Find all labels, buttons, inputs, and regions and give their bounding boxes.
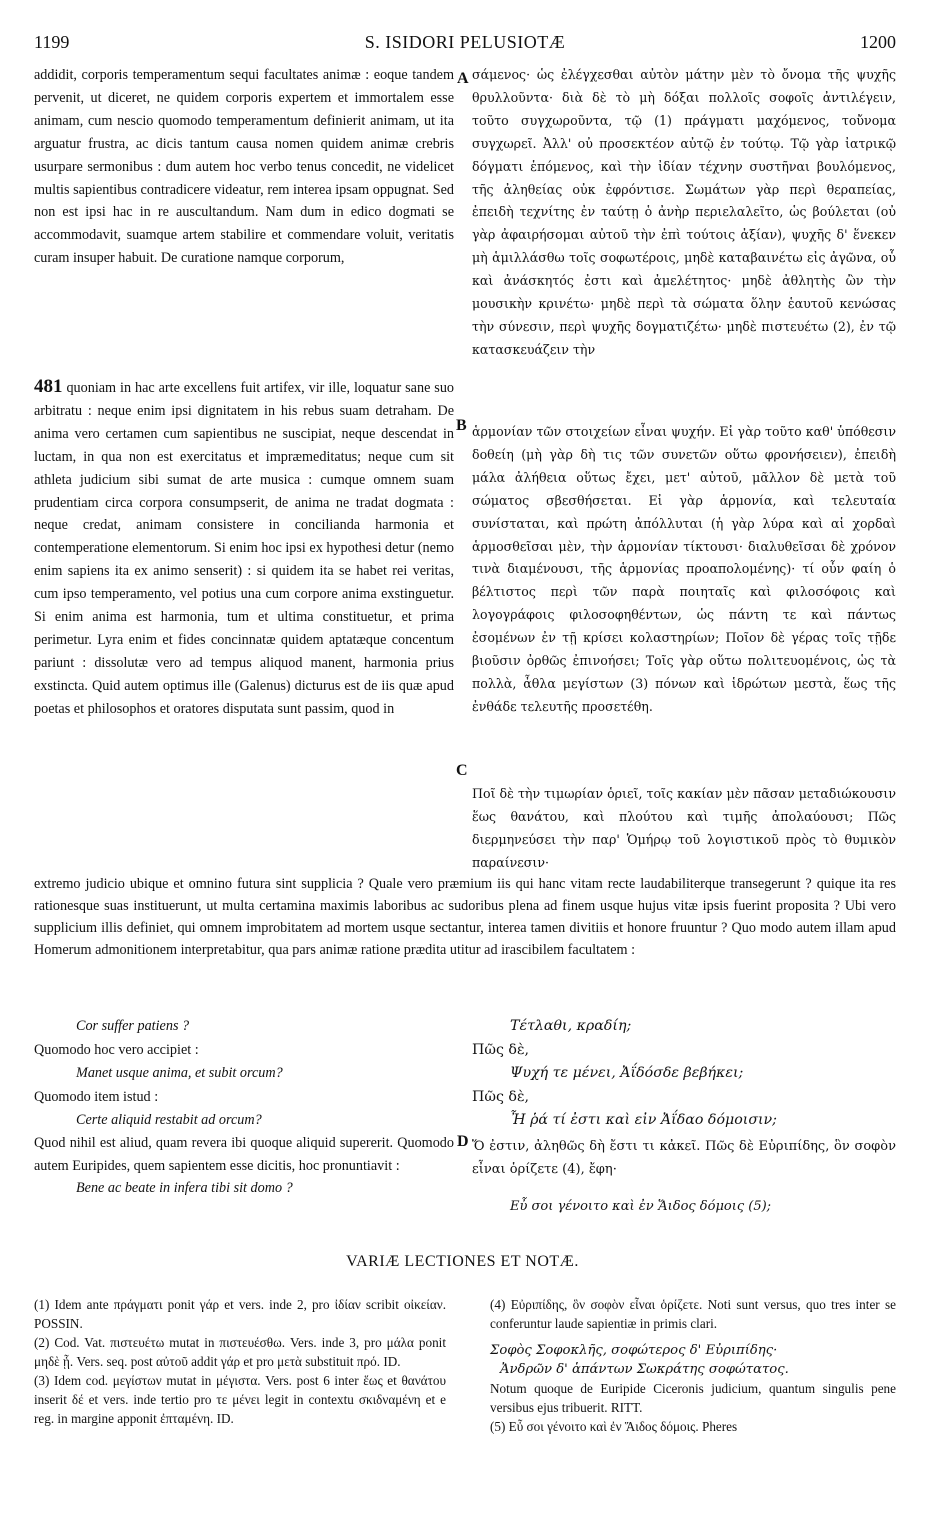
left-column-number: 1199 <box>34 32 70 52</box>
latin-text-2 <box>34 376 454 721</box>
greek-verse-1: Τέτλαθι, κραδίη; <box>510 1018 632 1034</box>
latin-text-1: addidit, corporis temperamentum sequi facultates animæ : eoque tandem pervenit, ut diceret, ne quidem corporis expertem et immortalem esse animam, cum nescio quomodo temperamentum definierit animam, ut ita arguatur frustra, ac dicis tantum causa nomen quidem animæ crebris usurpare sermonibus : dum autem hoc verbo tenus concedit, ne videlicet multis sapientibus contradicere videatur, rem interea ipsam oppugnat. Sed non est ipsi hac in re auscultandum. Nam dum in edico dogmati se accommodavit, suamque artem stabilire et commendare voluit, veritatis curam insuper habuit. De curatione namque corporum, <box>34 67 454 267</box>
note-1: (1) Idem ante πράγματι ponit γάρ et vers. inde 2, pro ἰδίαν scribit οἰκείαν. POSSIN. <box>34 1297 446 1331</box>
latin-verse-3: Manet usque anima, et subit orcum? <box>76 1065 283 1081</box>
note-5: (5) Εὖ σοι γένοιτο καὶ ἐν Ἅιδος δόμοις. Pheres <box>490 1419 738 1434</box>
notes-right-column <box>490 1295 896 1436</box>
note-3: (3) Idem cod. μεγίστων mutat in μέγιστα. Vers. post 6 inter ἕως et θανάτου inserit δέ et vers. inde tertio pro τε μένει legit in contextu σκιδναμένη et e reg. in margine apponit ἐπταμένη. ID. <box>34 1373 446 1426</box>
greek-text-1: σάμενος· ὡς ἐλέγχεσθαι αὐτὸν μάτην μὲν τὸ ὄνομα τῆς ψυχῆς θρυλλοῦντα· διὰ δὲ τὸ μὴ δόξαι πολλοῖς σοφοῖς ἀντιλέγειν, τοῦτο συγχωροῦντα, τῷ (1) πράγματι μαχόμενος, τοὔνομα συγχωρεῖ. Ἀλλ' οὐ προσεκτέον αὐτῷ ἐν τούτῳ. Τῷ γὰρ ἰατρικῷ δόγματι ἑπόμενος, καὶ τὴν ἰδίαν τέχνην συστῆναι βουλόμενος, τῆς ἀληθείας οὐκ ἐφρόντισε. Σωμάτων γὰρ περὶ θεραπείας, ἐπειδὴ τεχνίτης ἐν ταύτῃ ὁ ἀνὴρ περιελαλεῖτο, ὡς βούλεται (οὐ γὰρ ἀφαιρήσομαι αὐτοῦ τὴν ἐπὶ τούτοις ἀξίαν), ψυχῆς δ' ἕνεκεν μὴ ἁμιλλάσθω τοῖς σοφωτέροις, μηδὲ καταβαινέτω εἰς ἀγῶνα, οὗ καὶ ἀνάσκητός ἐστι καὶ ἀμελέτητος· μηδὲ ἀθλητὴς ὢν τὴν μουσικὴν κρινέτω· μηδὲ περὶ τὰ σώματα ὅλην ἑαυτοῦ κενώσας τὴν σύνεσιν, περὶ ψυχῆς δογματιζέτω· μηδὲ πιστευέτω (2), ἐν τῷ κατασκευάζειν τὴν <box>472 67 896 357</box>
latin-euripides-verse: Bene ac beate in infera tibi sit domo ? <box>76 1180 293 1196</box>
latin-verse-5: Certe aliquid restabit ad orcum? <box>76 1112 262 1128</box>
latin-after-verses <box>34 1132 454 1200</box>
notes-title: VARIÆ LECTIONES ET NOTÆ. <box>346 1253 579 1270</box>
greek-euripides-verse: Εὖ σοι γένοιτο καὶ ἐν Ἅιδος δόμοις (5); <box>510 1199 772 1214</box>
greek-text-2: ἁρμονίαν τῶν στοιχείων εἶναι ψυχήν. Εἰ γὰρ τοῦτο καθ' ὑπόθεσιν δοθείη (μὴ γὰρ δὴ τις τῶν συνετῶν οὕτω φρονήσειεν), ἐπειδὴ μάλα ἀλήθεια οὕτως ἔχει, μετ' αὐτοῦ, μᾶλλον δὲ μετὰ τοῦ σώματος σβεσθήσεται. Εἰ γὰρ ἁρμονία, καὶ τελευταία συνίσταται, καὶ πρώτη ἀπόλλυται (ἡ γὰρ λύρα καὶ αἱ χορδαὶ ἁρμοσθεῖσαι μὲν, τὴν ἁρμονίαν τίκτουσι· διαλυθεῖσαι δὲ χρόνον τινὰ διαμένουσι, τῆς ἁρμονίας προαπολομένης)· τί οὖν φαίη ὁ βέλτιστος περὶ τῶν παρὰ ποιηταῖς καὶ φιλοσόφοις καὶ λογογράφοις φιλοσοφηθέντων, ὡς πάντη τε καὶ πάντως ἐσομένων ἐν τῇ κρίσει κολαστηρίων; Ποῖον δὲ γέρας τοῖς τῇδε βιοῦσιν ὀρθῶς ἐπινοήσει; Τοῖς γὰρ οὕτω πολιτευομένοις, ὡς τὰ πολλὰ, ἆθλα μεγίστων (3) πόνων καὶ ἱδρώτων μεστὰ, ἕως τῆς ἐνθάδε τελευτῆς προσετέθη. <box>472 424 896 714</box>
greek-column <box>472 64 896 430</box>
latin-verse-2: Quomodo hoc vero accipiet : <box>34 1041 199 1058</box>
latin-verses <box>34 1015 454 1133</box>
right-column-number: 1200 <box>860 32 896 52</box>
note-4-continued: Notum quoque de Euripide Ciceronis judicium, quantum singulis pene versibus ejus tribuerit. RITT. <box>490 1381 896 1415</box>
greek-after-text: Ὅ ἐστιν, ἀληθῶς δὴ ἔστι τι κἀκεῖ. Πῶς δὲ Εὐριπίδης, ὃν σοφὸν εἶναι ὁρίζετε (4), ἔφη· <box>472 1139 896 1177</box>
notes-left-column <box>34 1295 446 1428</box>
greek-after-verses <box>472 1135 896 1218</box>
greek-verse-5: Ἦ ῥά τί ἐστι καὶ εἰν Ἀΐδαο δόμοισιν; <box>510 1112 777 1128</box>
latin-text-2-body: quoniam in hac arte excellens fuit artifex, vir ille, loquatur sane suo arbitratu : neque enim ipsi dignitatem in his rebus suam detraham. De anima vero certamen cum sapientibus ne suscipiat, neque descendat in luctam, in qua non est exercitatus et impræmeditatus; neque cum sit athleta judicium sibi sumat de arte musica : cumque omnem suam prudentiam circa corpora consumpserit, de anima ne tradat dogmata : neque credat, animam consistere in conciliandа harmonia et contemperatione elementorum. Si enim hoc ipsi ex hypothesi detur (nemo enim sapiens ita ex animo senserit) : si quidem ita se habet rei veritas, cum ipso temperamento, vel potius una cum corpore anima exstinguetur. Si enim anima est harmonia, tum et ultima constituetur, et prima perimetur. Lyra enim et fides concinnatæ quidem aptatæque concentum pariunt : dissolutæ vero ad tempus aliquod manent, harmonia prius exstincta. Quid autem optimus ille (Galenus) dicturus est de iis quæ apud poetas et philosophos et oratores disputata sunt passim, quod in <box>34 380 454 717</box>
page-header <box>34 32 896 58</box>
latin-column <box>34 64 454 384</box>
note-4-verse-2: Ἀνδρῶν δ' ἁπάντων Σωκράτης σοφώτατος. <box>500 1362 789 1377</box>
note-2: (2) Cod. Vat. πιστευέτω mutat in πιστευέσθω. Vers. inde 3, pro μάλα ponit μηδὲ ᾖ. Vers. seq. post αὐτοῦ addit γάρ et pro μετὰ substituit πρό. ID. <box>34 1335 446 1369</box>
greek-verse-3: Ψυχή τε μένει, Ἀΐδόσδε βεβήκει; <box>510 1065 744 1081</box>
greek-column-continued-2 <box>472 783 896 873</box>
greek-verse-2: Πῶς δὲ, <box>472 1041 530 1058</box>
latin-verse-1: Cor suffer patiens ? <box>76 1018 190 1034</box>
greek-column-continued <box>472 421 896 787</box>
full-width-paragraph: extremo judicio ubique et omnino futura sint supplicia ? Quale vero præmium iis qui hanc vitam recte laudabiliterque transegerunt ? quique ita res rationesque suas instituerunt, ut multa certamina maximis laboribus ac sudoribus plena ad finem usque hujus vitæ ipsis fuerint proposita ? Ubi vero supplicium illis definiet, qui omnem improbitatem ad mortem usque sectantur, interea tamen divitiis et honore fruuntur ? Quo modo autem illam apud Homerum admonitionem interpretabitur, qua pars animæ ratione prædita utitur ad irascibilem facultatem : <box>34 876 896 958</box>
note-4-verse-1: Σοφὸς Σοφοκλῆς, σοφώτερος δ' Εὐριπίδης· <box>490 1343 778 1358</box>
greek-text-3: Ποῖ δὲ τὴν τιμωρίαν ὁριεῖ, τοῖς κακίαν μὲν πᾶσαν μεταδιώκουσιν ἕως θανάτου, καὶ πλούτου καὶ τιμῆς ἀπολαύουσι; Πῶς διερμηνεύσει τὴν παρ' Ὁμήρῳ τοῦ λογιστικοῦ πρὸς τὸ θυμικὸν παραίνεσιν· <box>472 786 896 870</box>
greek-verses <box>472 1015 896 1133</box>
note-4: (4) Εὐριπίδης, ὃν σοφὸν εἶναι ὁρίζετε. Noti sunt versus, quo tres inter se conferuntur laude sapientiæ in primis clari. <box>490 1297 896 1331</box>
section-marker-a: A <box>457 70 469 87</box>
section-marker-d: D <box>457 1133 469 1150</box>
running-title: S. ISIDORI PELUSIOTÆ <box>364 32 566 52</box>
latin-verse-4: Quomodo item istud : <box>34 1088 159 1105</box>
margin-number-481: 481 <box>34 376 63 397</box>
latin-after-text: Quod nihil est aliud, quam revera ibi quoque aliquid supererit. Quomodo autem Euripides, quem sapientem esse dicitis, hoc pronuntiavit : <box>34 1135 454 1174</box>
section-marker-b: B <box>456 417 467 434</box>
latin-column-continued <box>34 376 454 870</box>
greek-verse-4: Πῶς δὲ, <box>472 1088 530 1105</box>
section-marker-c: C <box>456 762 468 779</box>
